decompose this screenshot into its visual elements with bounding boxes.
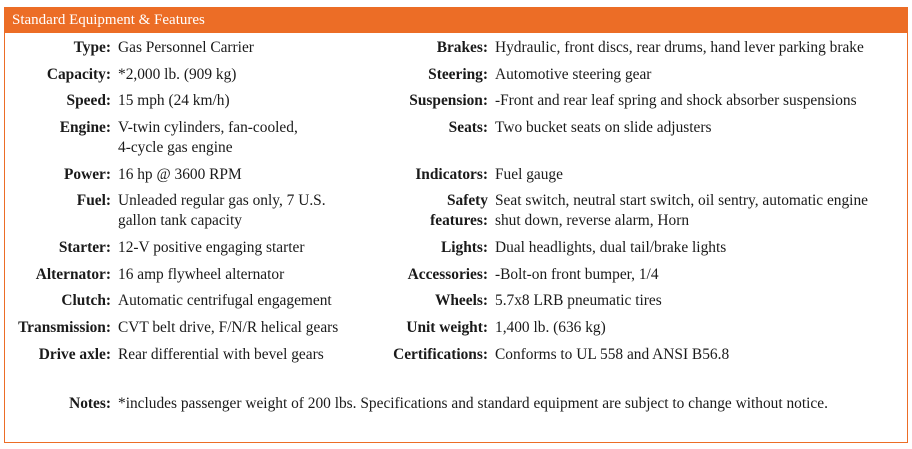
spec-label: Brakes: — [436, 39, 488, 56]
spec-label: Engine: — [59, 119, 111, 136]
spec-label: Seats: — [448, 119, 488, 136]
spec-row-clutch — [5, 291, 332, 311]
notes-value: *includes passenger weight of 200 lbs. Specifications and standard equipment are subject to change without notice. — [118, 395, 828, 412]
spec-value: Two bucket seats on slide adjusters — [495, 119, 712, 136]
spec-label: Type: — [73, 39, 111, 56]
spec-label: Alternator: — [35, 266, 111, 283]
spec-label: Unit weight: — [406, 319, 488, 336]
spec-row-unit-weight — [381, 318, 606, 338]
spec-value: 15 mph (24 km/h) — [118, 92, 230, 109]
spec-label: Starter: — [58, 239, 111, 256]
spec-label: Power: — [64, 166, 111, 183]
spec-row-indicators — [381, 165, 563, 185]
spec-row-accessories — [381, 265, 659, 285]
spec-label: Safety features: — [430, 192, 488, 229]
spec-row-suspension — [381, 91, 857, 111]
spec-label: Capacity: — [46, 66, 111, 83]
spec-row-certifications — [381, 345, 729, 365]
spec-row-engine — [5, 118, 298, 158]
spec-row-power — [5, 165, 242, 185]
equipment-features-panel — [4, 7, 908, 443]
spec-value: 1,400 lb. (636 kg) — [495, 319, 606, 336]
spec-row-capacity — [5, 65, 236, 85]
spec-value: 16 hp @ 3600 RPM — [118, 166, 242, 183]
spec-row-wheels — [381, 291, 662, 311]
spec-value: Seat switch, neutral start switch, oil sentry, automatic engine shut down, reverse alarm, Horn — [495, 192, 868, 229]
spec-label: Steering: — [428, 66, 488, 83]
spec-label: Drive axle: — [38, 346, 111, 363]
spec-row-alternator — [5, 265, 284, 285]
spec-row-starter — [5, 238, 305, 258]
spec-value: *2,000 lb. (909 kg) — [118, 66, 237, 83]
spec-label: Speed: — [66, 92, 111, 109]
spec-label: Lights: — [440, 239, 488, 256]
spec-row-seats — [381, 118, 711, 138]
spec-label: Clutch: — [61, 292, 111, 309]
spec-value: 5.7x8 LRB pneumatic tires — [495, 292, 662, 309]
panel-header: Standard Equipment & Features — [5, 8, 907, 33]
spec-row-fuel — [5, 191, 326, 231]
spec-value: 12-V positive engaging starter — [118, 239, 305, 256]
spec-value: V-twin cylinders, fan-cooled, 4-cycle gas engine — [118, 119, 298, 156]
spec-label: Accessories: — [407, 266, 488, 283]
spec-value: Fuel gauge — [495, 166, 563, 183]
spec-row-safety-features — [381, 191, 868, 231]
spec-value: 16 amp flywheel alternator — [118, 266, 285, 283]
spec-label: Fuel: — [76, 192, 111, 209]
spec-row-steering — [381, 65, 651, 85]
spec-label: Transmission: — [18, 319, 111, 336]
notes-row — [5, 394, 828, 414]
notes-label: Notes: — [69, 395, 111, 412]
spec-row-speed — [5, 91, 230, 111]
spec-value: -Bolt-on front bumper, 1/4 — [495, 266, 659, 283]
spec-label: Indicators: — [415, 166, 488, 183]
spec-value: Rear differential with bevel gears — [118, 346, 324, 363]
spec-value: Automatic centrifugal engagement — [118, 292, 332, 309]
spec-value: Automotive steering gear — [495, 66, 652, 83]
spec-label: Certifications: — [393, 346, 488, 363]
spec-row-brakes — [381, 38, 864, 58]
spec-label: Suspension: — [409, 92, 488, 109]
spec-value: Gas Personnel Carrier — [118, 39, 254, 56]
spec-value: Hydraulic, front discs, rear drums, hand lever parking brake — [495, 39, 864, 56]
spec-row-drive-axle — [5, 345, 324, 365]
spec-value: -Front and rear leaf spring and shock absorber suspensions — [495, 92, 857, 109]
spec-value: Dual headlights, dual tail/brake lights — [495, 239, 727, 256]
spec-label: Wheels: — [434, 292, 488, 309]
spec-row-type — [5, 38, 254, 58]
spec-value: CVT belt drive, F/N/R helical gears — [118, 319, 339, 336]
spec-value: Unleaded regular gas only, 7 U.S. gallon tank capacity — [118, 192, 326, 229]
spec-row-transmission — [5, 318, 338, 338]
spec-row-lights — [381, 238, 726, 258]
spec-value: Conforms to UL 558 and ANSI B56.8 — [495, 346, 730, 363]
